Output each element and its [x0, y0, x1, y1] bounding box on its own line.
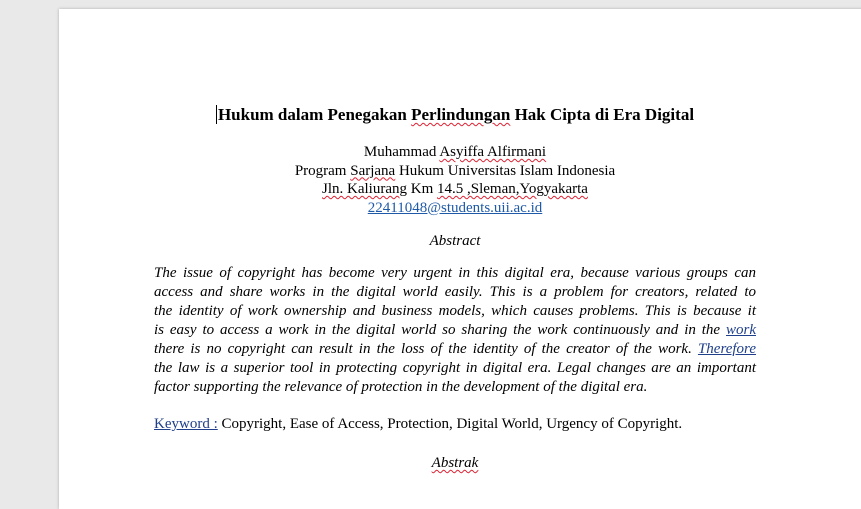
therefore-link[interactable]: Therefore: [697, 341, 756, 357]
author-program: [154, 162, 756, 181]
keywords-text: Copyright, Ease of Access, Protection, Digital World, Urgency of Copyright.: [217, 416, 683, 432]
abstract-body: [154, 264, 756, 397]
abstract-line-text: is easy to access a work in the digital world so sharing the work continuously and in the: [154, 322, 726, 338]
document-page[interactable]: [59, 9, 861, 509]
program-post: Hukum Universitas Islam Indonesia: [395, 162, 616, 179]
author-first-name: Muhammad: [363, 144, 440, 160]
abstract-line: [154, 321, 756, 340]
program-pre: Program: [294, 162, 351, 179]
author-email-link[interactable]: 22411048@students.uii.ac.id: [367, 199, 543, 216]
abstract-line: The issue of copyright has become very urgent in this digital era, because various groups can: [154, 265, 756, 281]
author-address: [154, 180, 756, 199]
abstrak-heading: [154, 454, 756, 472]
keywords-label[interactable]: Keyword :: [154, 416, 218, 432]
abstract-line: [154, 340, 756, 359]
abstract-line: access and share works in the digital world easily. This is a problem for creators, related to: [154, 284, 756, 300]
author-block: [154, 143, 756, 217]
abstract-line: factor supporting the relevance of protection in the development of the digital era.: [154, 379, 648, 395]
author-last-name: Asyiffa Alfirmani: [439, 144, 547, 160]
abstract-line-text: there is no copyright can result in the loss of the identity of the creator of the work.: [154, 341, 698, 357]
abstract-line: the identity of work ownership and business models, which causes problems. This is because it: [154, 303, 756, 319]
address-street: Jln. Kaliurang: [322, 181, 407, 197]
keywords-line: [154, 415, 756, 434]
title-part-2: Perlindungan: [411, 105, 511, 124]
address-city: 14.5 ,Sleman,Yogyakarta: [437, 181, 588, 197]
title-part-1: Hukum dalam Penegakan: [217, 105, 412, 124]
program-squiggle: Sarjana: [350, 162, 396, 179]
work-link[interactable]: work: [726, 322, 756, 338]
abstrak-heading-text: Abstrak: [431, 455, 479, 471]
text-cursor: [216, 105, 217, 124]
author-name: [154, 143, 756, 162]
abstract-heading: Abstract: [429, 233, 481, 249]
paper-title: [154, 105, 756, 125]
document-content[interactable]: [154, 105, 756, 472]
address-mid: Km: [407, 181, 437, 197]
title-part-3: Hak Cipta di Era Digital: [510, 105, 695, 124]
abstract-line: the law is a superior tool in protecting copyright in digital era. Legal changes are an important: [154, 360, 756, 376]
